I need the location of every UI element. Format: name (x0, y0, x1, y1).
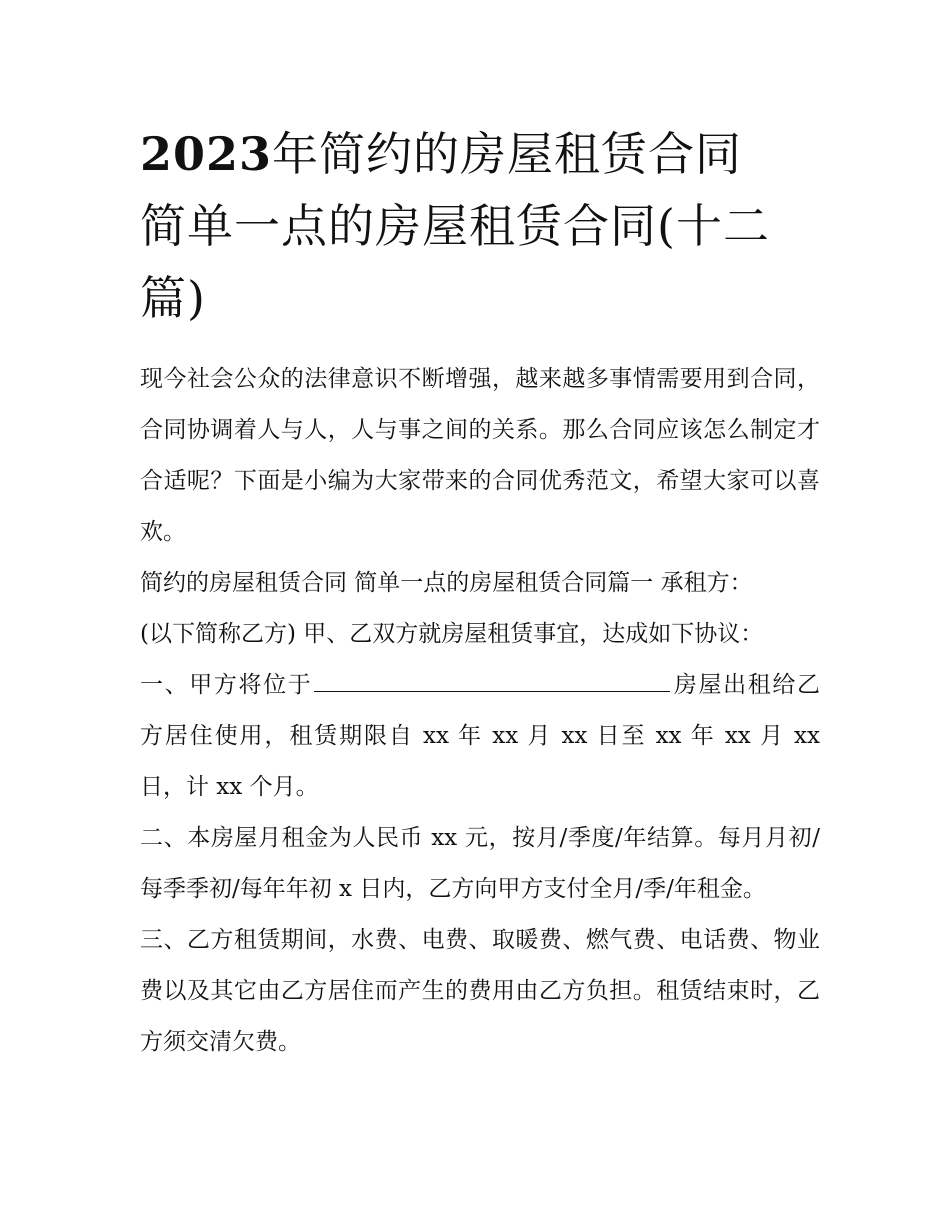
clause-3: 三、乙方租赁期间，水费、电费、取暖费、燃气费、电话费、物业费以及其它由乙方居住而产生的费用由乙方负担。租赁结束时，乙方须交清欠费。 (140, 927, 820, 1055)
intro-paragraph: 现今社会公众的法律意识不断增强，越来越多事情需要用到合同，合同协调着人与人，人与事之间的关系。那么合同应该怎么制定才合适呢？下面是小编为大家带来的合同优秀范文，希望大家可以喜欢。 (140, 366, 820, 545)
parties-paragraph: (以下简称乙方) 甲、乙双方就房屋租赁事宜，达成如下协议： (140, 621, 764, 647)
clause-1-suffix: 房屋出租给乙方居住使用，租赁期限自 xx 年 xx 月 xx 日至 xx 年 xx 月 xx 日，计 xx 个月。 (140, 672, 821, 800)
clause-1 (140, 660, 820, 813)
address-blank-line (314, 671, 670, 692)
page-title (140, 118, 820, 334)
clause-2: 二、本房屋月租金为人民币 xx 元，按月/季度/年结算。每月月初/每季季初/每年年初 x 日内，乙方向甲方支付全月/季/年租金。 (140, 825, 820, 902)
title-line1: 年简约的房屋租赁合同 (272, 127, 743, 181)
title-line2: 简单一点的房屋租赁合同(十二篇) (140, 199, 770, 325)
document-body (140, 354, 820, 1068)
clause-1-prefix: 一、甲方将位于 (140, 672, 313, 698)
title-year: 2023 (140, 127, 273, 181)
section-heading: 简约的房屋租赁合同 简单一点的房屋租赁合同篇一 承租方： (140, 570, 753, 596)
